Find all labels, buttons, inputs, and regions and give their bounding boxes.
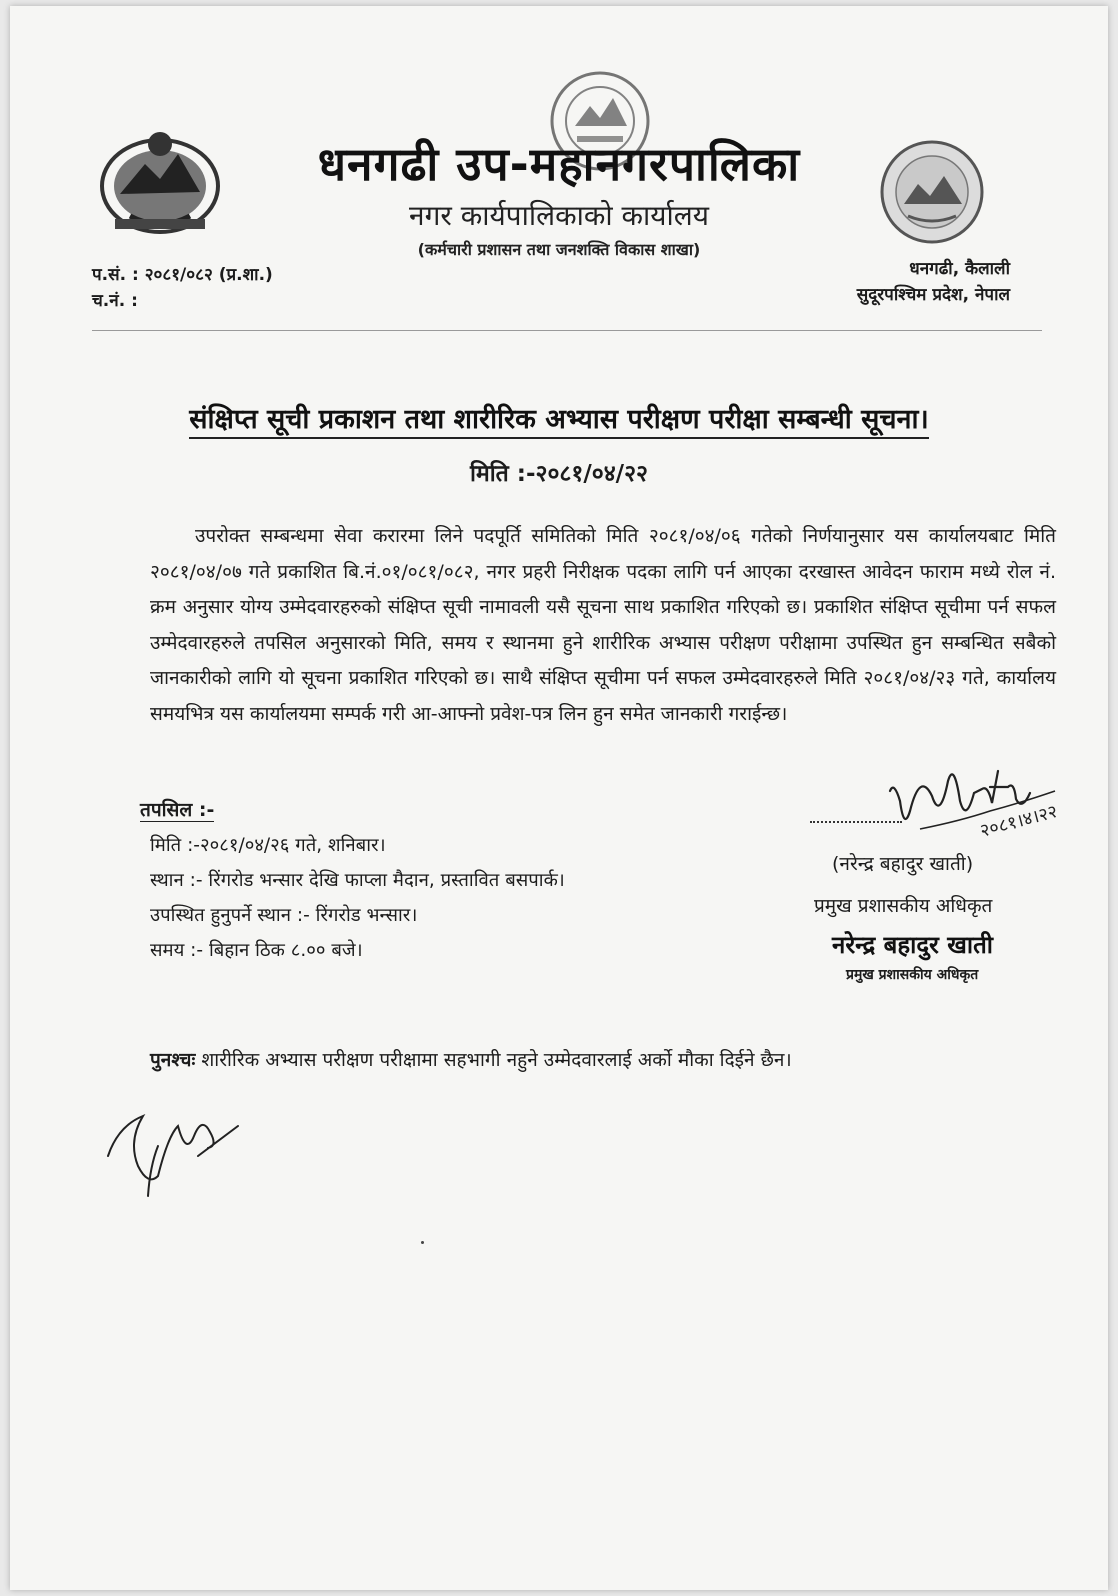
- details-list: [150, 828, 565, 968]
- notice-heading: [10, 399, 1108, 436]
- header-divider: [92, 330, 1042, 331]
- address-province: सुदूरपश्चिम प्रदेश, नेपाल: [856, 285, 1010, 305]
- details-item-reporting-place: उपस्थित हुनुपर्ने स्थान :- रिंगरोड भन्सार।: [150, 905, 418, 926]
- officer-signature: [870, 741, 1070, 851]
- postscript-label: पुनश्चः: [150, 1049, 196, 1071]
- details-item-date: मिति :-२०८१/०४/२६ गते, शनिबार।: [150, 835, 386, 856]
- svg-text:२०८१।४।२२: २०८१।४।२२: [977, 801, 1060, 842]
- reference-number: प.सं. : २०८१/०८२ (प्र.शा.): [92, 265, 273, 285]
- branch-name: (कर्मचारी प्रशासन तथा जनशक्ति विकास शाखा): [417, 240, 701, 259]
- postscript-text: शारीरिक अभ्यास परीक्षण परीक्षामा सहभागी नहुने उम्मेदवारलाई अर्को मौका दिईने छैन।: [201, 1049, 792, 1071]
- details-label: [140, 796, 214, 822]
- notice-page: [10, 6, 1108, 1590]
- signatory-name: (नरेन्द्र बहादुर खाती): [832, 853, 974, 875]
- dispatch-number: च.नं. :: [92, 291, 138, 311]
- details-item-venue: स्थान :- रिंगरोड भन्सार देखि फाप्ला मैदान, प्रस्तावित बसपार्क।: [150, 870, 565, 891]
- municipality-name: धनगढी उप-महानगरपालिका: [317, 137, 801, 191]
- address-block: [857, 256, 1010, 308]
- notice-body: उपरोक्त सम्बन्धमा सेवा करारमा लिने पदपूर्ति समितिको मिति २०८१/०४/०६ गतेको निर्णयानुसार यस कार्यालयबाट मिति २०८१/०४/०७ गते प्रकाशित बि.नं.०१/०८१/०८२, नगर प्रहरी निरीक्षक पदका लागि पर्न आएका दरखास्त आवेदन फाराम मध्ये रोल नं. क्रम अनुसार योग्य उम्मेदवारहरुको संक्षिप्त सूची नामावली यसै सूचना साथ प्रकाशित गरिएको छ। प्रकाशित संक्षिप्त सूचीमा पर्न सफल उम्मेदवारहरुले तपसिल अनुसारको मिति, समय र स्थानमा हुने शारीरिक अभ्यास परीक्षण परीक्षामा उपस्थित हुन सम्बन्धित सबैको जानकारीको लागि यो सूचना प्रकाशित गरिएको छ। साथै संक्षिप्त सूचीमा पर्न सफल उम्मेदवारहरुले मिति २०८१/०४/२३ गते, कार्यालय समयभित्र यस कार्यालयमा सम्पर्क गरी आ-आफ्नो प्रवेश-पत्र लिन हुन समेत जानकारी गराईन्छ।: [150, 525, 1056, 725]
- office-name: नगर कार्यपालिकाको कार्यालय: [409, 199, 709, 232]
- initials-signature: [98, 1096, 248, 1206]
- stamp-name: नरेन्द्र बहादुर खाती: [832, 931, 993, 959]
- notice-heading-text: संक्षिप्त सूची प्रकाशन तथा शारीरिक अभ्यास परीक्षण परीक्षा सम्बन्धी सूचना।: [189, 404, 928, 439]
- reference-block: [92, 262, 273, 314]
- address-city: धनगढी, कैलाली: [909, 259, 1010, 279]
- signatory-role: प्रमुख प्रशासकीय अधिकृत: [814, 895, 993, 917]
- stamp-role: प्रमुख प्रशासकीय अधिकृत: [846, 967, 979, 983]
- postscript: [150, 1046, 792, 1072]
- signature-line: [810, 821, 902, 823]
- notice-date: मिति :-२०८१/०४/२२: [469, 461, 648, 487]
- details-item-time: समय :- बिहान ठिक ८.०० बजे।: [150, 940, 363, 961]
- details-label-text: तपसिल :-: [140, 799, 215, 821]
- paper-speck: [421, 1241, 424, 1244]
